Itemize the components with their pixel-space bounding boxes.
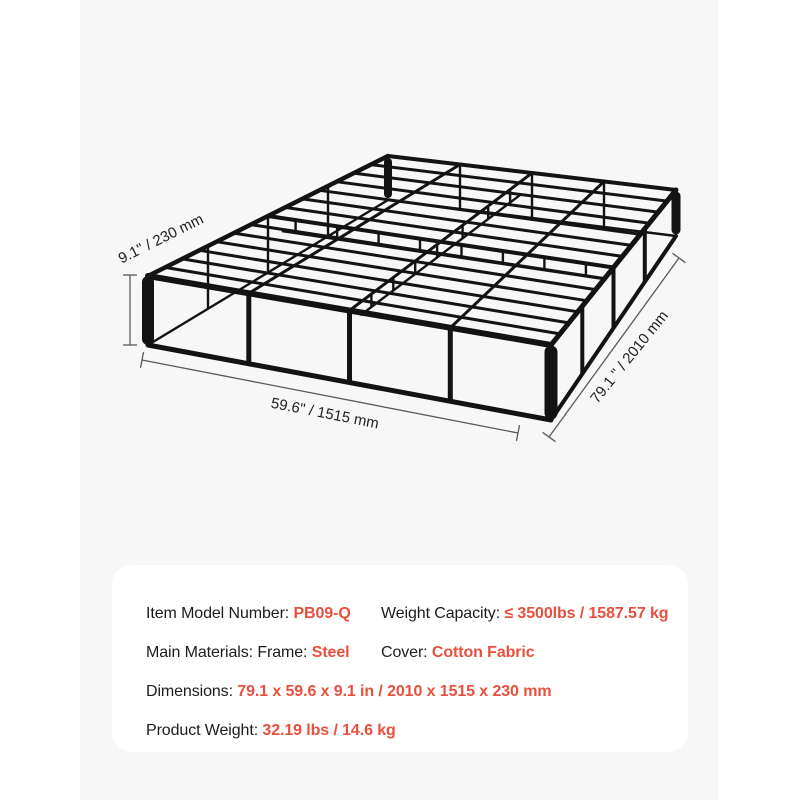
spec-value: PB09-Q: [293, 605, 351, 622]
spec-value: 79.1 x 59.6 x 9.1 in / 2010 x 1515 x 230 mm: [237, 683, 552, 700]
spec-row-weight: [146, 721, 688, 741]
width-dimension-label: 59.6" / 1515 mm: [269, 394, 381, 433]
spec-item-model-number: [146, 604, 381, 624]
bed-frame-illustration: [148, 156, 676, 420]
length-dimension-tick-top: [673, 253, 686, 262]
spec-cover-material: [381, 643, 535, 663]
spec-main-materials: [146, 643, 381, 663]
spec-product-weight: [146, 721, 396, 741]
height-dimension-label: 9.1" / 230 mm: [115, 210, 207, 268]
spec-value: ≤ 3500lbs / 1587.57 kg: [504, 605, 669, 622]
spec-label: Cover:: [381, 644, 432, 661]
spec-value: Cotton Fabric: [431, 644, 535, 661]
spec-label: Product Weight:: [146, 722, 263, 739]
spec-label: Main Materials: Frame:: [146, 644, 312, 661]
length-dimension-tick-bottom: [543, 432, 556, 441]
spec-weight-capacity: [381, 604, 668, 624]
spec-value: Steel: [311, 644, 350, 661]
length-dimension-label: 79.1 " / 2010 mm: [587, 307, 672, 407]
width-dimension: [141, 352, 520, 441]
spec-label: Weight Capacity:: [381, 605, 505, 622]
spec-row-model-capacity: [146, 604, 688, 624]
spec-row-dimensions: [146, 682, 688, 702]
spec-panel: [112, 565, 688, 752]
spec-dimensions: [146, 682, 551, 702]
spec-label: Dimensions:: [146, 683, 238, 700]
spec-value: 32.19 lbs / 14.6 kg: [262, 722, 396, 739]
spec-label: Item Model Number:: [146, 605, 294, 622]
spec-row-materials: [146, 643, 688, 663]
